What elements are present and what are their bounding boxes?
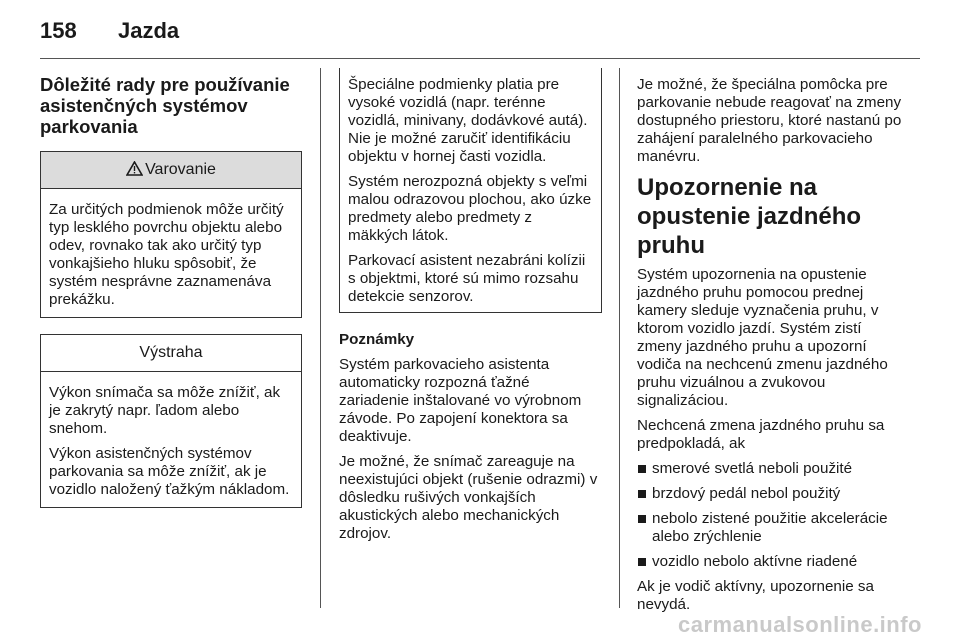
warning-box-body — [41, 189, 301, 317]
warning-text: Za určitých podmienok môže určitý typ lesklého povrchu objektu alebo odev, rovnako tak ako určitý typ vonkajšieho hluku spôsobiť, že systém nesprávne zaznamenáva prekážku. — [49, 201, 284, 308]
box-paragraph: Špeciálne podmienky platia pre vysoké vozidlá (napr. terénne vozidlá, minivany, dodávkové autá). Nie je možné zaručiť identifikáciu objektu v hornej časti vozidla. — [348, 76, 588, 165]
lane-paragraph: Systém upozornenia na opustenie jazdného pruhu pomocou prednej kamery sleduje vyznačenia pruhu, v ktorom vozidlo jazdí. Systém zistí zmeny jazdného pruhu a upozorní vodiča na nechcenú zmenu jazdného pruhu vizuálnou a zvukovou signalizáciou. — [637, 266, 888, 409]
box-paragraph: Systém nerozpozná objekty s veľmi malou odrazovou plochou, ako úzke predmety alebo predmety z mäkkých látok. — [348, 173, 592, 244]
lane-paragraph: Ak je vodič aktívny, upozornenie sa nevydá. — [637, 578, 874, 613]
note-paragraph: Systém parkovacieho asistenta automaticky rozpozná ťažné zariadenie inštalované vo výrobnom závode. Po zapojení konektora sa deaktivuje. — [339, 356, 582, 445]
list-item: brzdový pedál nebol použitý — [637, 485, 905, 503]
caution-box-body — [41, 372, 301, 507]
warning-triangle-icon — [126, 154, 143, 190]
caution-paragraph: Výkon asistenčných systémov parkovania sa môže znížiť, ak je vozidlo naložený ťažkým nákladom. — [49, 445, 290, 498]
page-header — [40, 18, 179, 44]
column-divider-left — [320, 68, 321, 608]
condition-list — [637, 460, 905, 571]
list-item: nebolo zistené použitie akcelerácie alebo zrýchlenie — [637, 510, 905, 546]
caution-box-header: Výstraha — [41, 335, 301, 372]
warning-box-header — [41, 152, 301, 189]
box-paragraph: Parkovací asistent nezabráni kolízii s objektmi, ktoré sú mimo rozsahu detekcie senzorov. — [348, 252, 586, 305]
warning-box — [40, 151, 302, 318]
page-number: 158 — [40, 18, 77, 43]
continued-warning-box — [339, 68, 602, 313]
lane-paragraph: Nechcená zmena jazdného pruhu sa predpokladá, ak — [637, 417, 885, 452]
section-title: Jazda — [118, 18, 180, 43]
note-title: Poznámky — [339, 331, 415, 348]
header-rule — [40, 58, 920, 59]
warning-heading: Varovanie — [145, 161, 216, 178]
note-paragraph: Je možné, že snímač zareaguje na neexistujúci objekt (rušenie odrazmi) v dôsledku rušivých vonkajších akustických alebo mechanických zdrojov. — [339, 453, 598, 542]
intro-paragraph: Je možné, že špeciálna pomôcka pre parkovanie nebude reagovať na zmeny dostupného priestoru, ktoré nastanú po zahájení paralelného parkovacieho manévru. — [637, 76, 902, 165]
column-1 — [40, 74, 302, 524]
column-3 — [637, 76, 905, 621]
list-item: vozidlo nebolo aktívne riadené — [637, 553, 905, 571]
caution-box — [40, 334, 302, 508]
watermark: carmanualsonline.info — [678, 612, 922, 637]
lane-departure-heading: Upozornenie na opustenie jazdného pruhu — [637, 174, 862, 259]
column-divider-right — [619, 68, 620, 608]
list-item: smerové svetlá neboli použité — [637, 460, 905, 478]
section-heading: Dôležité rady pre používanie asistenčných systémov parkovania — [40, 74, 290, 137]
column-2 — [339, 68, 602, 550]
caution-paragraph: Výkon snímača sa môže znížiť, ak je zakrytý napr. ľadom alebo snehom. — [49, 384, 281, 437]
